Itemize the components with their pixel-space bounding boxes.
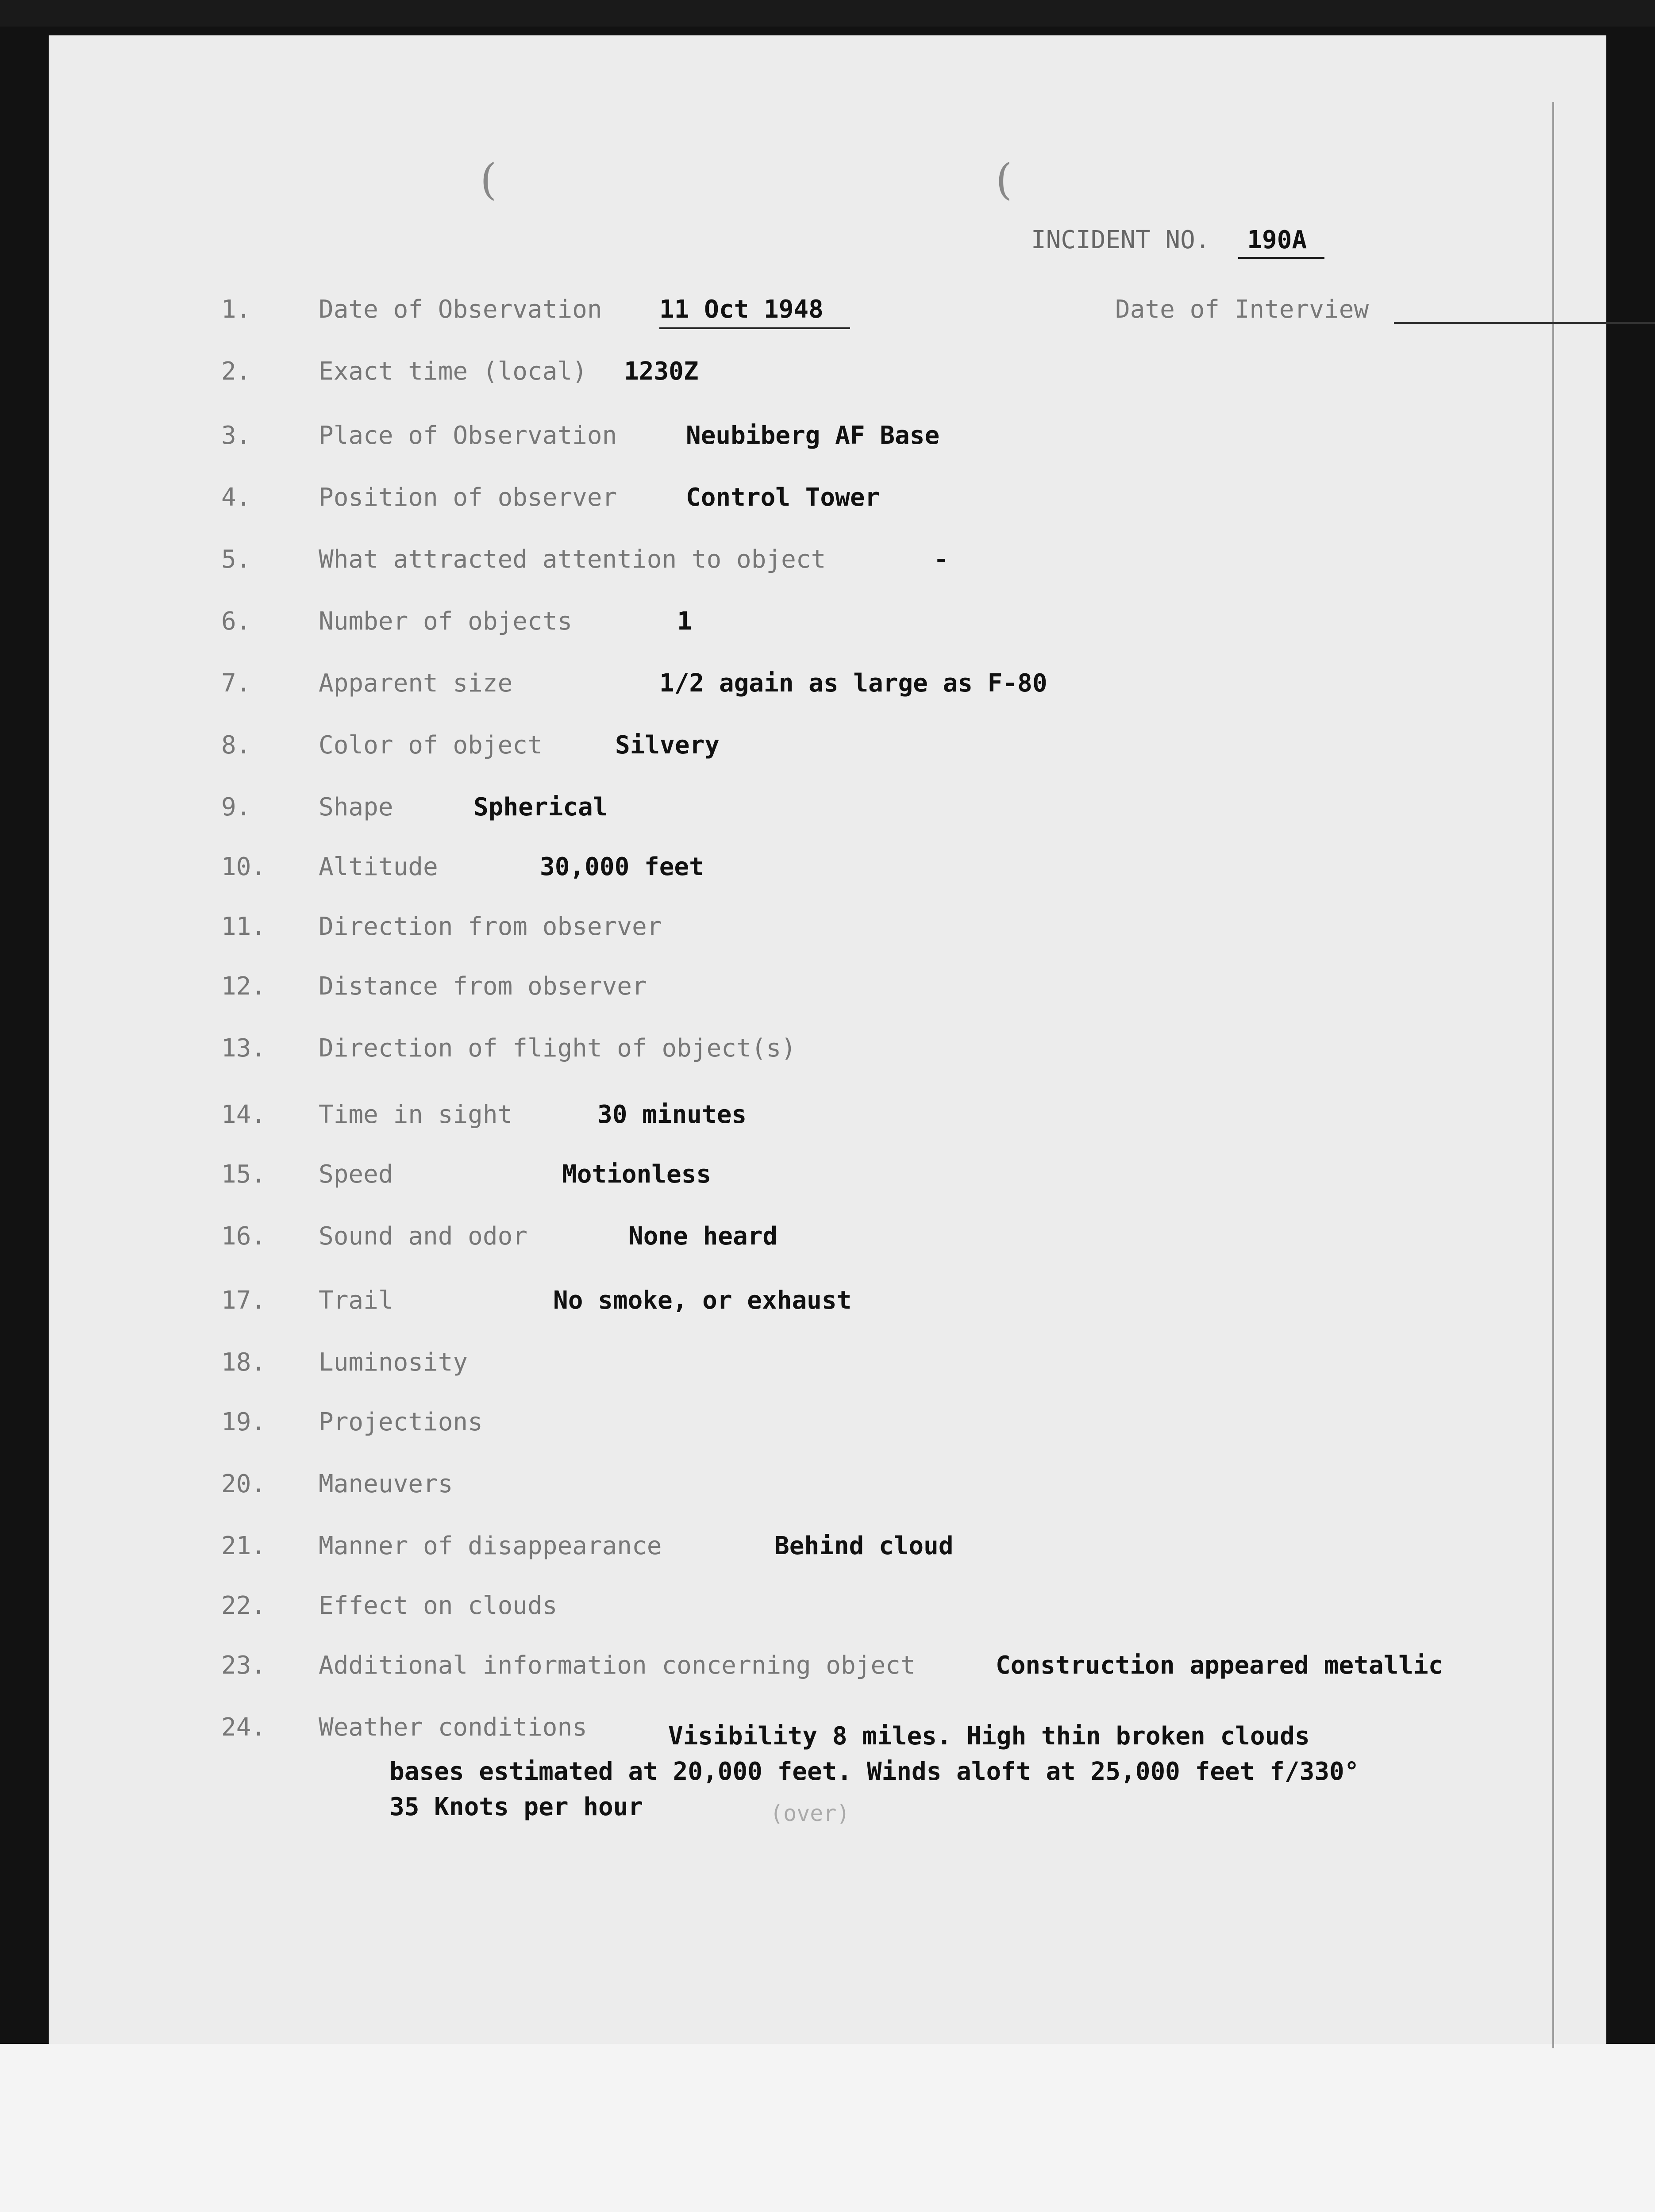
- form-item-6: [221, 604, 692, 639]
- weather-continuation-line-3: 35 Knots per hour: [389, 1793, 643, 1821]
- scan-top-edge: [0, 0, 1655, 27]
- item-label: Projections: [319, 1408, 483, 1436]
- item-number: 21.: [221, 1532, 266, 1560]
- item-value: Control Tower: [686, 483, 880, 512]
- punch-mark-left: (: [480, 155, 497, 204]
- item-number: 11.: [221, 912, 266, 941]
- form-item-12: [221, 969, 647, 1004]
- item-label: Direction of flight of object(s): [319, 1034, 796, 1063]
- item-value: -: [934, 545, 949, 574]
- item-label: Altitude: [319, 853, 438, 881]
- form-item-10: [221, 849, 704, 885]
- interview-blank-line: [1394, 322, 1655, 324]
- item-number: 18.: [221, 1348, 266, 1377]
- item-value: Visibility 8 miles. High thin broken clouds: [668, 1722, 1310, 1751]
- item-label: Speed: [319, 1160, 393, 1189]
- item-label: Luminosity: [319, 1348, 468, 1377]
- item-value: 1230Z: [624, 357, 699, 386]
- incident-label: INCIDENT NO.: [1031, 226, 1210, 254]
- weather-continuation-line-2: bases estimated at 20,000 feet. Winds aloft at 25,000 feet f/330°: [389, 1757, 1359, 1786]
- item-label: Direction from observer: [319, 912, 662, 941]
- item-value: Construction appeared metallic: [996, 1651, 1443, 1680]
- item-number: 7.: [221, 669, 251, 698]
- scan-lower-area: [0, 2044, 1655, 2212]
- interview-label: Date of Interview: [1115, 295, 1369, 324]
- item-label: Exact time (local): [319, 357, 587, 386]
- item-label: What attracted attention to object: [319, 545, 826, 574]
- form-item-24: [221, 1710, 1310, 1751]
- item-label: Distance from observer: [319, 972, 647, 1001]
- form-item-21: [221, 1528, 954, 1564]
- form-item-20: [221, 1467, 453, 1502]
- form-item-23: [221, 1648, 1443, 1683]
- item-value: 30,000 feet: [540, 853, 704, 881]
- form-item-13: [221, 1031, 796, 1066]
- item-label: Time in sight: [319, 1100, 513, 1129]
- item-value: Spherical: [473, 793, 608, 822]
- item-number: 3.: [221, 421, 251, 450]
- form-item-7: [221, 666, 1047, 701]
- form-item-18: [221, 1345, 468, 1380]
- item-value: Behind cloud: [774, 1532, 954, 1560]
- item-number: 24.: [221, 1713, 266, 1742]
- item-number: 15.: [221, 1160, 266, 1189]
- form-item-1: [221, 292, 1369, 327]
- form-item-5: [221, 542, 949, 577]
- item-number: 14.: [221, 1100, 266, 1129]
- item-label: Position of observer: [319, 483, 617, 512]
- form-item-11: [221, 909, 662, 945]
- item-value: 11 Oct 1948: [659, 292, 850, 329]
- form-item-22: [221, 1588, 557, 1624]
- item-number: 4.: [221, 483, 251, 512]
- item-number: 2.: [221, 357, 251, 386]
- right-margin-rule: [1552, 102, 1554, 2048]
- form-item-2: [221, 354, 699, 389]
- incident-number: 190A: [1238, 226, 1324, 259]
- item-number: 22.: [221, 1591, 266, 1620]
- over-note: (over): [770, 1801, 850, 1826]
- form-item-4: [221, 480, 880, 515]
- item-label: Place of Observation: [319, 421, 617, 450]
- item-label: Additional information concerning object: [319, 1651, 916, 1680]
- item-value: Silvery: [615, 731, 720, 760]
- item-value: No smoke, or exhaust: [553, 1286, 852, 1315]
- item-label: Number of objects: [319, 607, 573, 636]
- incident-number-header: [1031, 226, 1324, 259]
- item-number: 19.: [221, 1408, 266, 1436]
- form-item-14: [221, 1097, 747, 1133]
- form-item-8: [221, 728, 720, 763]
- item-value: 1: [677, 607, 692, 636]
- item-number: 9.: [221, 793, 251, 822]
- item-number: 12.: [221, 972, 266, 1001]
- item-number: 17.: [221, 1286, 266, 1315]
- item-label: Shape: [319, 793, 393, 822]
- item-number: 1.: [221, 295, 251, 324]
- item-label: Effect on clouds: [319, 1591, 558, 1620]
- item-label: Trail: [319, 1286, 393, 1315]
- item-number: 16.: [221, 1222, 266, 1251]
- form-item-19: [221, 1405, 483, 1440]
- item-value: Neubiberg AF Base: [686, 421, 940, 450]
- item-label: Apparent size: [319, 669, 513, 698]
- item-value: 1/2 again as large as F-80: [659, 669, 1047, 698]
- item-number: 20.: [221, 1470, 266, 1498]
- item-value: 30 minutes: [597, 1100, 747, 1129]
- item-number: 23.: [221, 1651, 266, 1680]
- item-label: Date of Observation: [319, 295, 602, 324]
- form-item-3: [221, 418, 940, 453]
- item-number: 6.: [221, 607, 251, 636]
- item-number: 13.: [221, 1034, 266, 1063]
- form-item-17: [221, 1283, 852, 1318]
- item-number: 10.: [221, 853, 266, 881]
- form-item-16: [221, 1219, 778, 1254]
- item-label: Sound and odor: [319, 1222, 528, 1251]
- item-label: Color of object: [319, 731, 543, 760]
- item-label: Maneuvers: [319, 1470, 453, 1498]
- item-value: None heard: [628, 1222, 778, 1251]
- form-item-15: [221, 1157, 712, 1192]
- item-value: Motionless: [562, 1160, 712, 1189]
- item-label: Manner of disappearance: [319, 1532, 662, 1560]
- item-label: Weather conditions: [319, 1713, 587, 1742]
- punch-mark-right: (: [996, 155, 1012, 204]
- form-item-9: [221, 790, 608, 825]
- item-number: 5.: [221, 545, 251, 574]
- item-number: 8.: [221, 731, 251, 760]
